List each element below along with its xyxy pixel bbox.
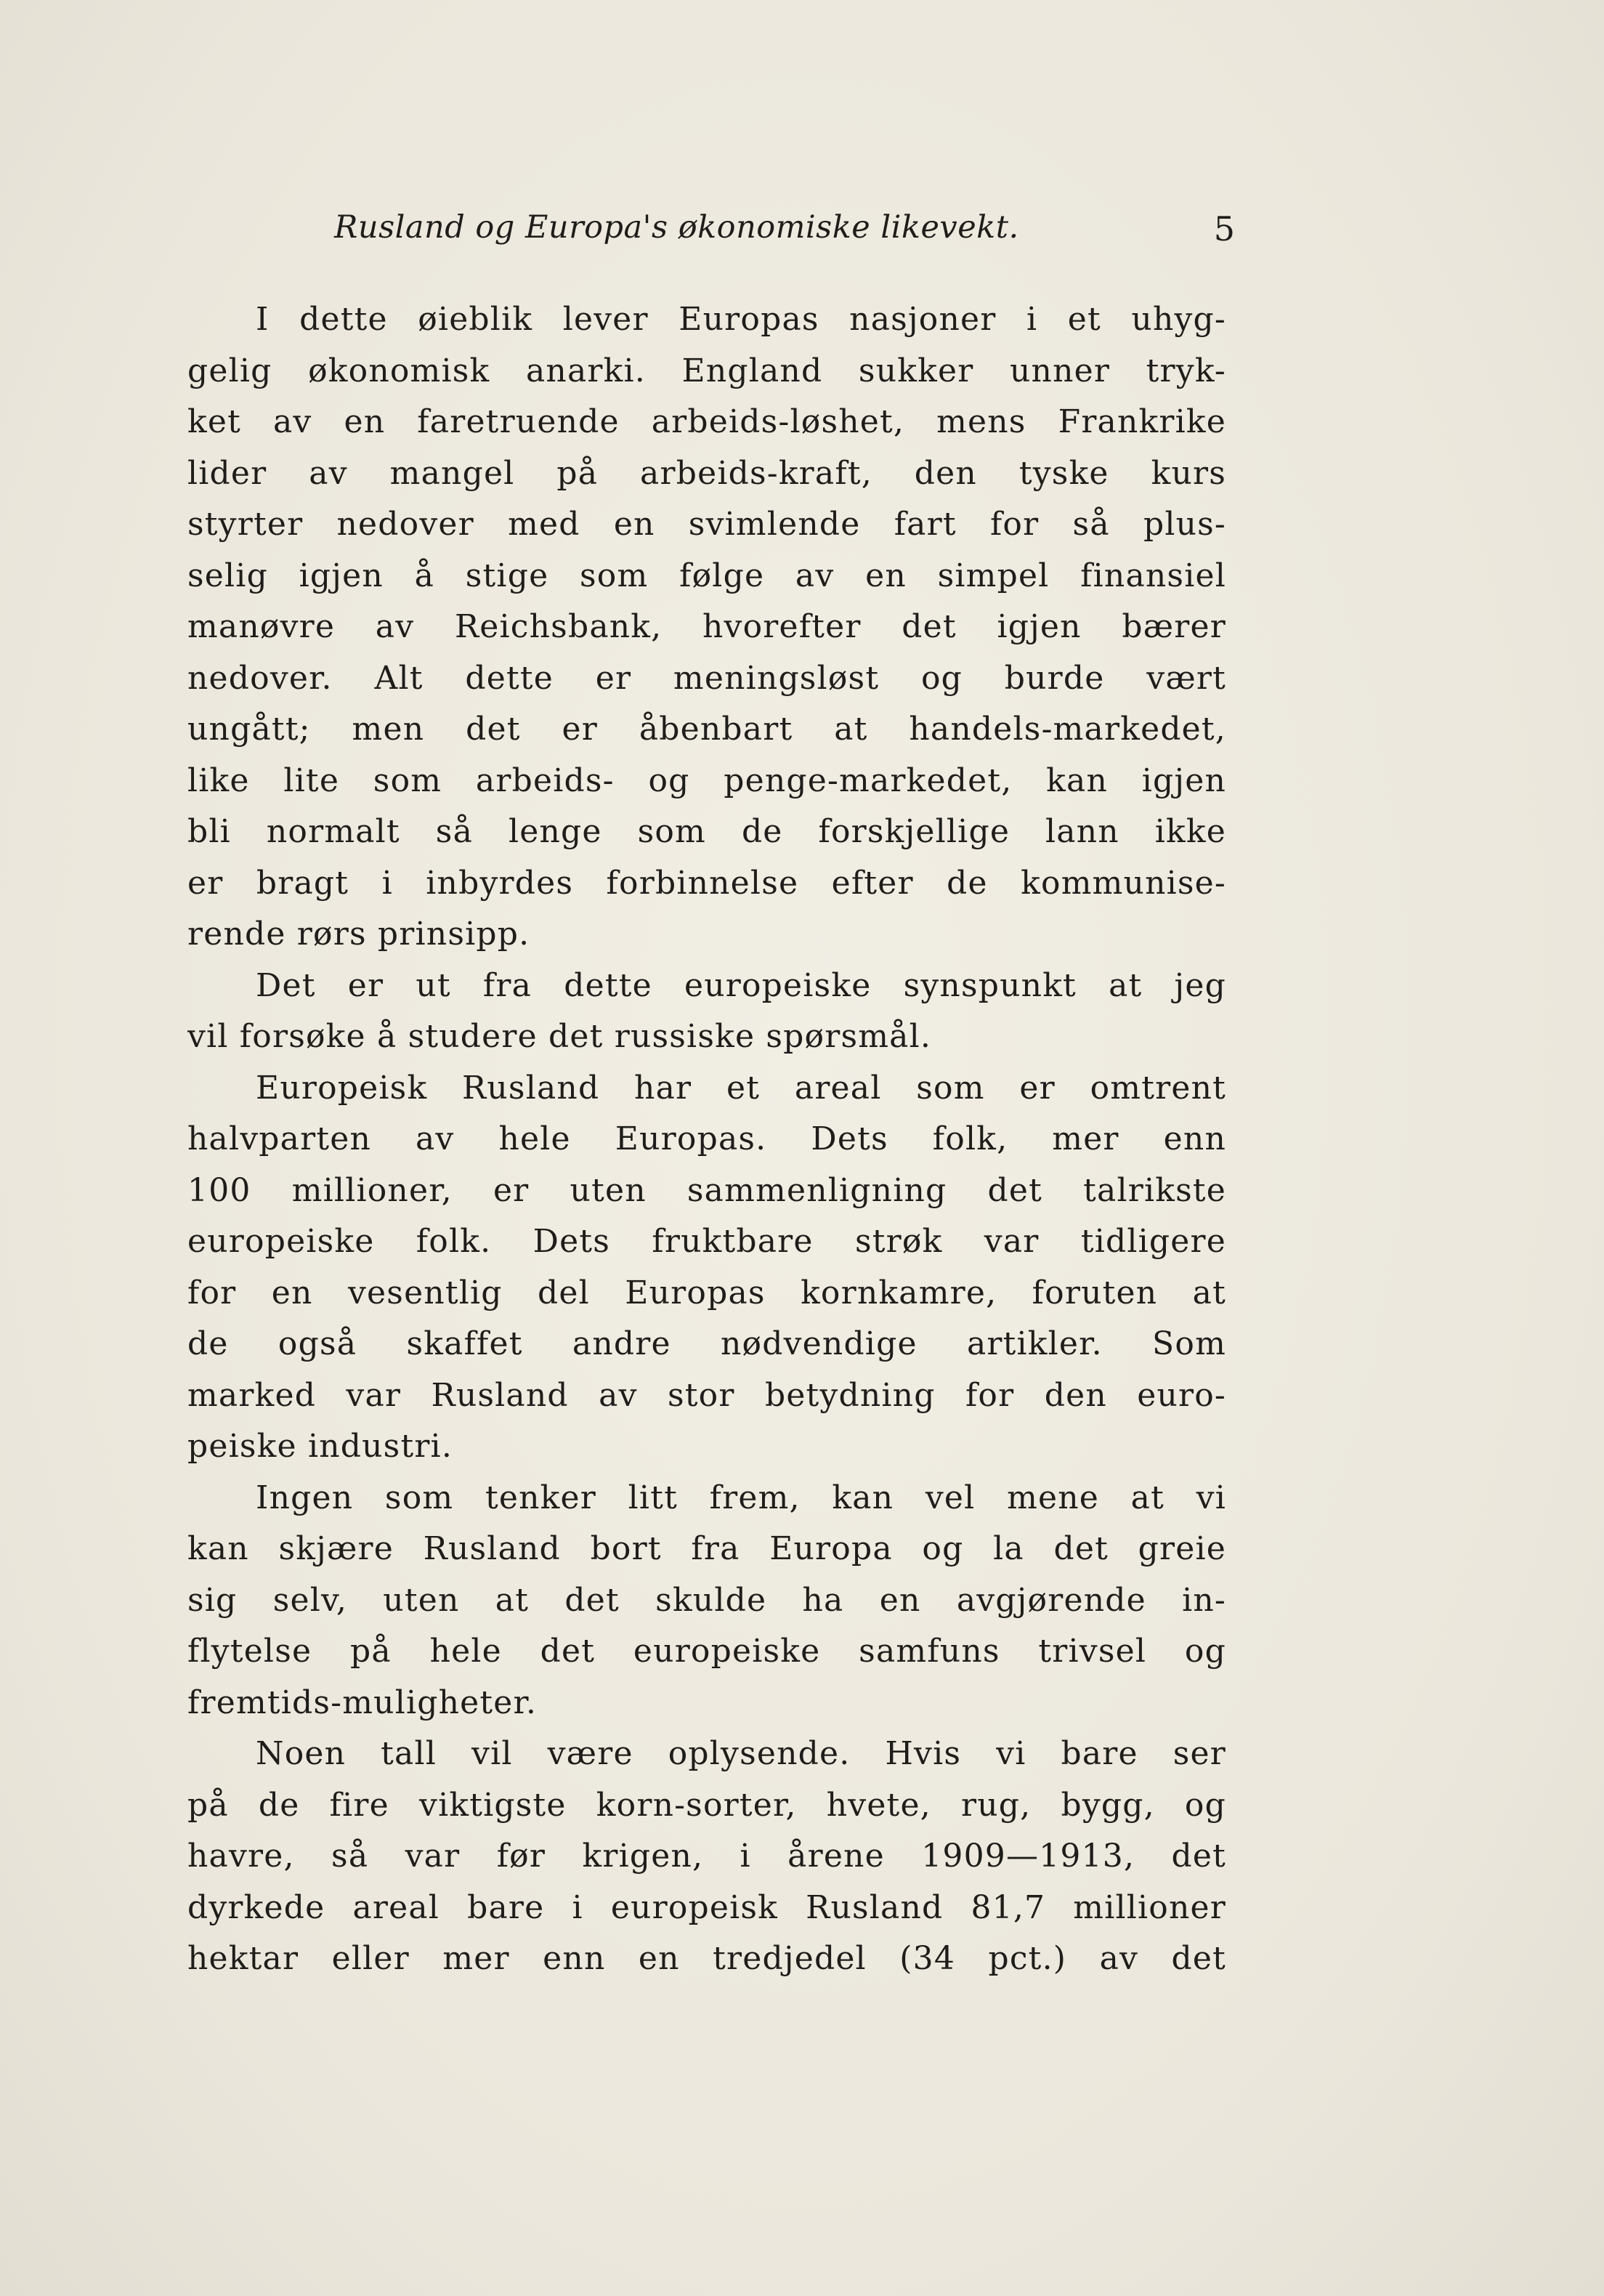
text-line: på de fire viktigste korn-sorter, hvete, rug, bygg, og	[187, 1786, 1226, 1824]
text-line: er bragt i inbyrdes forbinnelse efter de kommunise-	[187, 864, 1226, 902]
text-line: Ingen som tenker litt frem, kan vel mene at vi	[256, 1479, 1226, 1516]
running-title: Rusland og Europa's økonomiske likevekt.	[334, 209, 1019, 246]
text-line: flytelse på hele det europeiske samfuns trivsel og	[187, 1633, 1226, 1670]
text-line: halvparten av hele Europas. Dets folk, mer enn	[187, 1120, 1226, 1157]
text-line: styrter nedover med en svimlende fart for så plus-	[187, 506, 1226, 543]
body-text	[187, 294, 1226, 1985]
text-line: europeiske folk. Dets fruktbare strøk var tidligere	[187, 1223, 1226, 1260]
text-line: gelig økonomisk anarki. England sukker unner tryk-	[187, 352, 1226, 389]
text-line: fremtids-muligheter.	[187, 1683, 538, 1721]
page-number: 5	[1213, 209, 1235, 248]
text-line: ket av en faretruende arbeids-løshet, mens Frankrike	[187, 403, 1226, 440]
text-line: rende rørs prinsipp.	[187, 915, 530, 953]
text-line: I dette øieblik lever Europas nasjoner i et uhyg-	[256, 301, 1226, 338]
text-line: hektar eller mer enn en tredjedel (34 pct.) av det	[187, 1940, 1226, 1977]
text-line: 100 millioner, er uten sammenligning det talrikste	[187, 1171, 1226, 1209]
text-line: like lite som arbeids- og penge-markedet, kan igjen	[187, 761, 1226, 799]
text-line: Det er ut fra dette europeiske synspunkt at jeg	[256, 966, 1226, 1004]
text-line: for en vesentlig del Europas kornkamre, foruten at	[187, 1274, 1226, 1311]
text-line: de også skaffet andre nødvendige artikler. Som	[187, 1325, 1226, 1362]
text-line: ungått; men det er åbenbart at handels-markedet,	[187, 711, 1226, 748]
text-line: Noen tall vil være oplysende. Hvis vi bare ser	[256, 1735, 1226, 1772]
text-line: vil forsøke å studere det russiske spørsmål.	[187, 1018, 932, 1055]
text-line: nedover. Alt dette er meningsløst og burde vært	[187, 659, 1226, 697]
text-line: kan skjære Rusland bort fra Europa og la det greie	[187, 1530, 1226, 1567]
text-line: peiske industri.	[187, 1428, 453, 1465]
text-line: Europeisk Rusland har et areal som er omtrent	[256, 1069, 1226, 1107]
running-head	[334, 209, 1235, 260]
text-line: dyrkede areal bare i europeisk Rusland 81,7 millioner	[187, 1888, 1226, 1926]
text-line: manøvre av Reichsbank, hvorefter det igjen bærer	[187, 608, 1226, 645]
text-line: sig selv, uten at det skulde ha en avgjørende in-	[187, 1581, 1226, 1619]
text-line: havre, så var før krigen, i årene 1909—1913, det	[187, 1838, 1226, 1875]
text-line: marked var Rusland av stor betydning for den euro-	[187, 1376, 1226, 1414]
text-line: bli normalt så lenge som de forskjellige lann ikke	[187, 813, 1226, 850]
text-line: lider av mangel på arbeids-kraft, den tyske kurs	[187, 454, 1226, 492]
text-line: selig igjen å stige som følge av en simpel finansiel	[187, 557, 1226, 594]
